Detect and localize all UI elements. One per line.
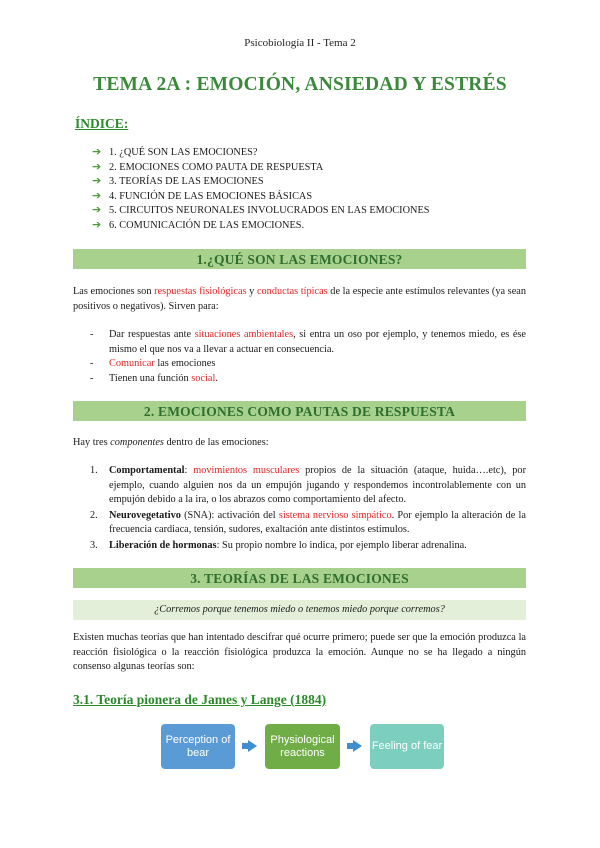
- flow-box-feeling: Feeling of fear: [370, 724, 444, 769]
- list-item: 1. Comportamental: movimientos musculares propios de la situación (ataque, huida….etc), por ejemplo, cuando alguien nos da un empujón jugando y respondemos incontrolablemente con un empujón debido a la ira, o los abrazos como comportamiento del afecto.: [90, 465, 526, 505]
- arrow-right-icon: ➔: [92, 145, 102, 158]
- section-1-heading: 1.¿QUÉ SON LAS EMOCIONES?: [73, 249, 526, 269]
- section-3-heading: 3. TEORÍAS DE LAS EMOCIONES: [73, 568, 526, 588]
- section-3-quote: ¿Corremos porque tenemos miedo o tenemos miedo porque corremos?: [73, 600, 526, 620]
- flow-box-perception: Perception of bear: [161, 724, 235, 769]
- subsection-3-1-title: 3.1. Teoría pionera de James y Lange (1884): [73, 692, 327, 707]
- section-1-list: [90, 328, 526, 386]
- arrow-right-icon: ➔: [92, 217, 102, 231]
- toc-item[interactable]: ➔ 3. TEORÍAS DE LAS EMOCIONES: [92, 174, 264, 187]
- toc-item[interactable]: ➔ 6. COMUNICACIÓN DE LAS EMOCIONES.: [92, 217, 305, 231]
- section-1-intro: Las emociones son respuestas fisiológicas y conductas típicas de la especie ante estímulos relevantes (ya sean positivos o negativos). Sirven para:: [73, 286, 526, 312]
- list-item: - Tienen una función social.: [90, 372, 218, 384]
- arrow-right-icon: ➔: [92, 188, 102, 202]
- page-header: Psicobiología II - Tema 2: [244, 37, 356, 49]
- list-item: 3. Liberación de hormonas: Su propio nombre lo indica, por ejemplo liberar adrenalina.: [90, 539, 467, 551]
- arrow-right-icon: ➔: [92, 203, 102, 216]
- section-3-intro: Existen muchas teorías que han intentado descifrar qué ocurre primero; puede ser que la emoción produzca la reacción fisiológica o la reacción fisiológica produzca la emoción. Aunque no se ha llegado a ningún consenso algunas teorías son:: [73, 632, 526, 672]
- flow-box-physiological: Physiological reactions: [265, 724, 340, 769]
- section-2-heading: 2. EMOCIONES COMO PAUTAS DE RESPUESTA: [73, 401, 526, 421]
- document-title: TEMA 2A : EMOCIÓN, ANSIEDAD Y ESTRÉS: [93, 74, 507, 95]
- toc-item[interactable]: ➔ 2. EMOCIONES COMO PAUTA DE RESPUESTA: [92, 159, 324, 173]
- list-item: 2. Neurovegetativo (SNA): activación del sistema nervioso simpático. Por ejemplo la alteración de la frecuencia cardiaca, tensión, sudores, exaltación ante distintos estímulos.: [90, 509, 526, 535]
- toc-item[interactable]: ➔ 5. CIRCUITOS NEURONALES INVOLUCRADOS EN LAS EMOCIONES: [92, 203, 430, 216]
- arrow-right-icon: ➔: [92, 174, 102, 187]
- arrow-right-icon: [248, 740, 257, 752]
- table-of-contents: [92, 145, 429, 232]
- arrow-right-icon: [353, 740, 362, 752]
- list-item: - Dar respuestas ante situaciones ambientales, si entra un oso por ejemplo, y tenemos miedo, es ése mismo el que nos va a llevar a actuar en consecuencia.: [90, 329, 526, 355]
- index-title: ÍNDICE:: [75, 116, 129, 131]
- toc-item[interactable]: ➔ 4. FUNCIÓN DE LAS EMOCIONES BÁSICAS: [92, 188, 313, 202]
- toc-item[interactable]: ➔ 1. ¿QUÉ SON LAS EMOCIONES?: [92, 145, 258, 158]
- section-2-intro: Hay tres componentes dentro de las emociones:: [73, 437, 269, 448]
- list-item: - Comunicar las emociones: [90, 358, 216, 369]
- arrow-right-icon: ➔: [92, 159, 102, 173]
- section-2-list: [90, 464, 526, 554]
